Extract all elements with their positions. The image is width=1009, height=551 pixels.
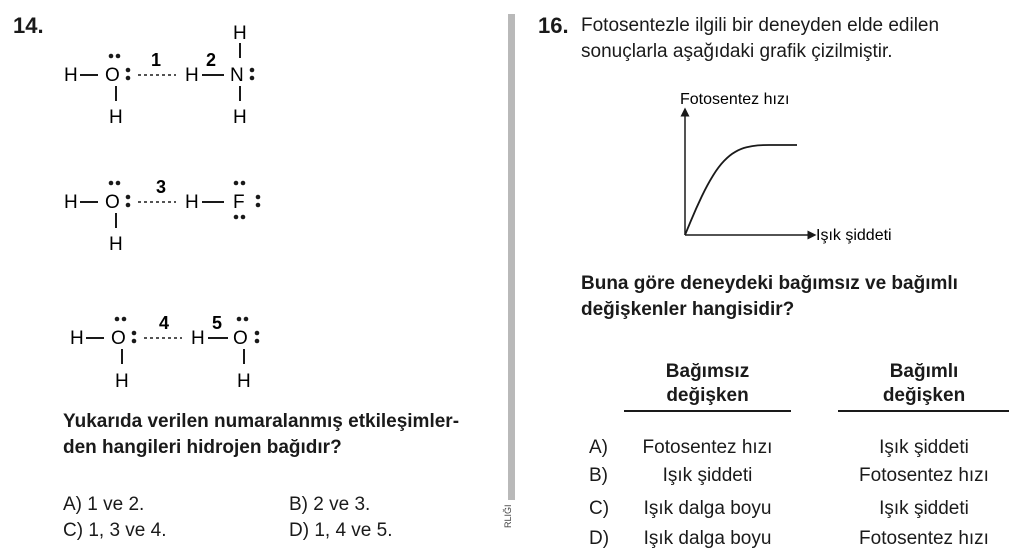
answer-row-b-dependent: Fotosentez hızı bbox=[859, 465, 989, 486]
hydrogen-bond-structures bbox=[50, 15, 350, 410]
lone-pair-dot bbox=[126, 68, 131, 73]
column-header-text: değişken bbox=[666, 385, 749, 406]
lone-pair-dot bbox=[250, 76, 255, 81]
interaction-label-5: 5 bbox=[212, 313, 223, 333]
atom-h: H bbox=[237, 371, 251, 392]
lone-pair-dot bbox=[256, 203, 261, 208]
option-a[interactable]: A) 1 ve 2. bbox=[63, 494, 145, 515]
column-header-text: değişken bbox=[882, 385, 966, 406]
answer-row-d-dependent: Fotosentez hızı bbox=[859, 528, 989, 549]
lone-pair-dot bbox=[234, 181, 239, 186]
header-underline bbox=[624, 410, 791, 412]
interaction-label-1: 1 bbox=[151, 50, 162, 70]
interaction-label-4: 4 bbox=[159, 313, 170, 333]
question-16-number: 16. bbox=[538, 13, 569, 38]
answer-row-c-independent: Işık dalga boyu bbox=[643, 498, 772, 519]
question-16-prompt-line-1: Buna göre deneydeki bağımsız ve bağımlı bbox=[581, 273, 958, 294]
answer-row-d-independent: Işık dalga boyu bbox=[643, 528, 772, 549]
column-header-text: Bağımsız bbox=[665, 361, 750, 382]
lone-pair-dot bbox=[122, 317, 127, 322]
structure-water-hydrogen-fluoride bbox=[64, 177, 260, 255]
question-16-prompt-line-2: değişkenler hangisidir? bbox=[581, 299, 795, 320]
atom-o: O bbox=[105, 65, 120, 86]
side-label: RLIĞI bbox=[503, 504, 513, 528]
atom-h: H bbox=[185, 192, 199, 213]
atom-h: H bbox=[233, 107, 247, 128]
atom-o: O bbox=[111, 328, 126, 349]
question-14-prompt-line-2: den hangileri hidrojen bağıdır? bbox=[63, 437, 342, 458]
lone-pair-dot bbox=[109, 54, 114, 59]
atom-h: H bbox=[185, 65, 199, 86]
photosynthesis-chart bbox=[670, 82, 910, 252]
atom-f: F bbox=[233, 192, 245, 213]
lone-pair-dot bbox=[255, 339, 260, 344]
lone-pair-dot bbox=[250, 68, 255, 73]
atom-o: O bbox=[233, 328, 248, 349]
structure-water-water bbox=[70, 313, 259, 392]
column-header-dependent bbox=[840, 360, 1008, 408]
lone-pair-dot bbox=[109, 181, 114, 186]
atom-o: O bbox=[105, 192, 120, 213]
column-header-text: Bağımlı bbox=[889, 361, 959, 382]
answer-row-a-dependent: Işık şiddeti bbox=[879, 437, 969, 458]
interaction-label-3: 3 bbox=[156, 177, 167, 197]
atom-h: H bbox=[109, 107, 123, 128]
atom-n: N bbox=[230, 65, 244, 86]
lone-pair-dot bbox=[126, 203, 131, 208]
series-line bbox=[685, 145, 797, 235]
lone-pair-dot bbox=[116, 54, 121, 59]
question-16-intro-line-2: sonuçlarla aşağıdaki grafik çizilmiştir. bbox=[581, 41, 893, 62]
lone-pair-dot bbox=[256, 195, 261, 200]
question-14-prompt-line-1: Yukarıda verilen numaralanmış etkileşimler- bbox=[63, 411, 460, 432]
header-underline bbox=[838, 410, 1009, 412]
lone-pair-dot bbox=[241, 181, 246, 186]
answer-row-c-letter[interactable]: C) bbox=[589, 498, 610, 519]
x-axis-label: Işık şiddeti bbox=[816, 227, 892, 244]
lone-pair-dot bbox=[132, 339, 137, 344]
atom-h: H bbox=[70, 328, 84, 349]
answer-row-a-letter[interactable]: A) bbox=[589, 437, 608, 458]
interaction-label-2: 2 bbox=[206, 50, 217, 70]
atom-h: H bbox=[191, 328, 205, 349]
lone-pair-dot bbox=[126, 195, 131, 200]
lone-pair-dot bbox=[132, 331, 137, 336]
answer-row-c-dependent: Işık şiddeti bbox=[879, 498, 969, 519]
lone-pair-dot bbox=[244, 317, 249, 322]
lone-pair-dot bbox=[241, 215, 246, 220]
column-header-independent bbox=[625, 360, 790, 408]
option-c[interactable]: C) 1, 3 ve 4. bbox=[63, 520, 167, 541]
structure-water-ammonia bbox=[64, 23, 254, 128]
atom-h: H bbox=[109, 234, 123, 255]
answer-row-d-letter[interactable]: D) bbox=[589, 528, 610, 549]
atom-h: H bbox=[233, 23, 247, 44]
question-14-number: 14. bbox=[13, 13, 44, 38]
lone-pair-dot bbox=[237, 317, 242, 322]
y-axis-label: Fotosentez hızı bbox=[680, 91, 790, 108]
atom-h: H bbox=[64, 65, 78, 86]
lone-pair-dot bbox=[126, 76, 131, 81]
atom-h: H bbox=[64, 192, 78, 213]
column-divider bbox=[508, 14, 515, 500]
atom-h: H bbox=[115, 371, 129, 392]
answer-row-a-independent: Fotosentez hızı bbox=[642, 437, 773, 458]
option-b[interactable]: B) 2 ve 3. bbox=[289, 494, 371, 515]
answer-row-b-letter[interactable]: B) bbox=[589, 465, 608, 486]
answer-row-b-independent: Işık şiddeti bbox=[662, 465, 753, 486]
lone-pair-dot bbox=[255, 331, 260, 336]
option-d[interactable]: D) 1, 4 ve 5. bbox=[289, 520, 393, 541]
question-16-intro-line-1: Fotosentezle ilgili bir deneyden elde edilen bbox=[581, 15, 940, 36]
lone-pair-dot bbox=[234, 215, 239, 220]
lone-pair-dot bbox=[115, 317, 120, 322]
lone-pair-dot bbox=[116, 181, 121, 186]
